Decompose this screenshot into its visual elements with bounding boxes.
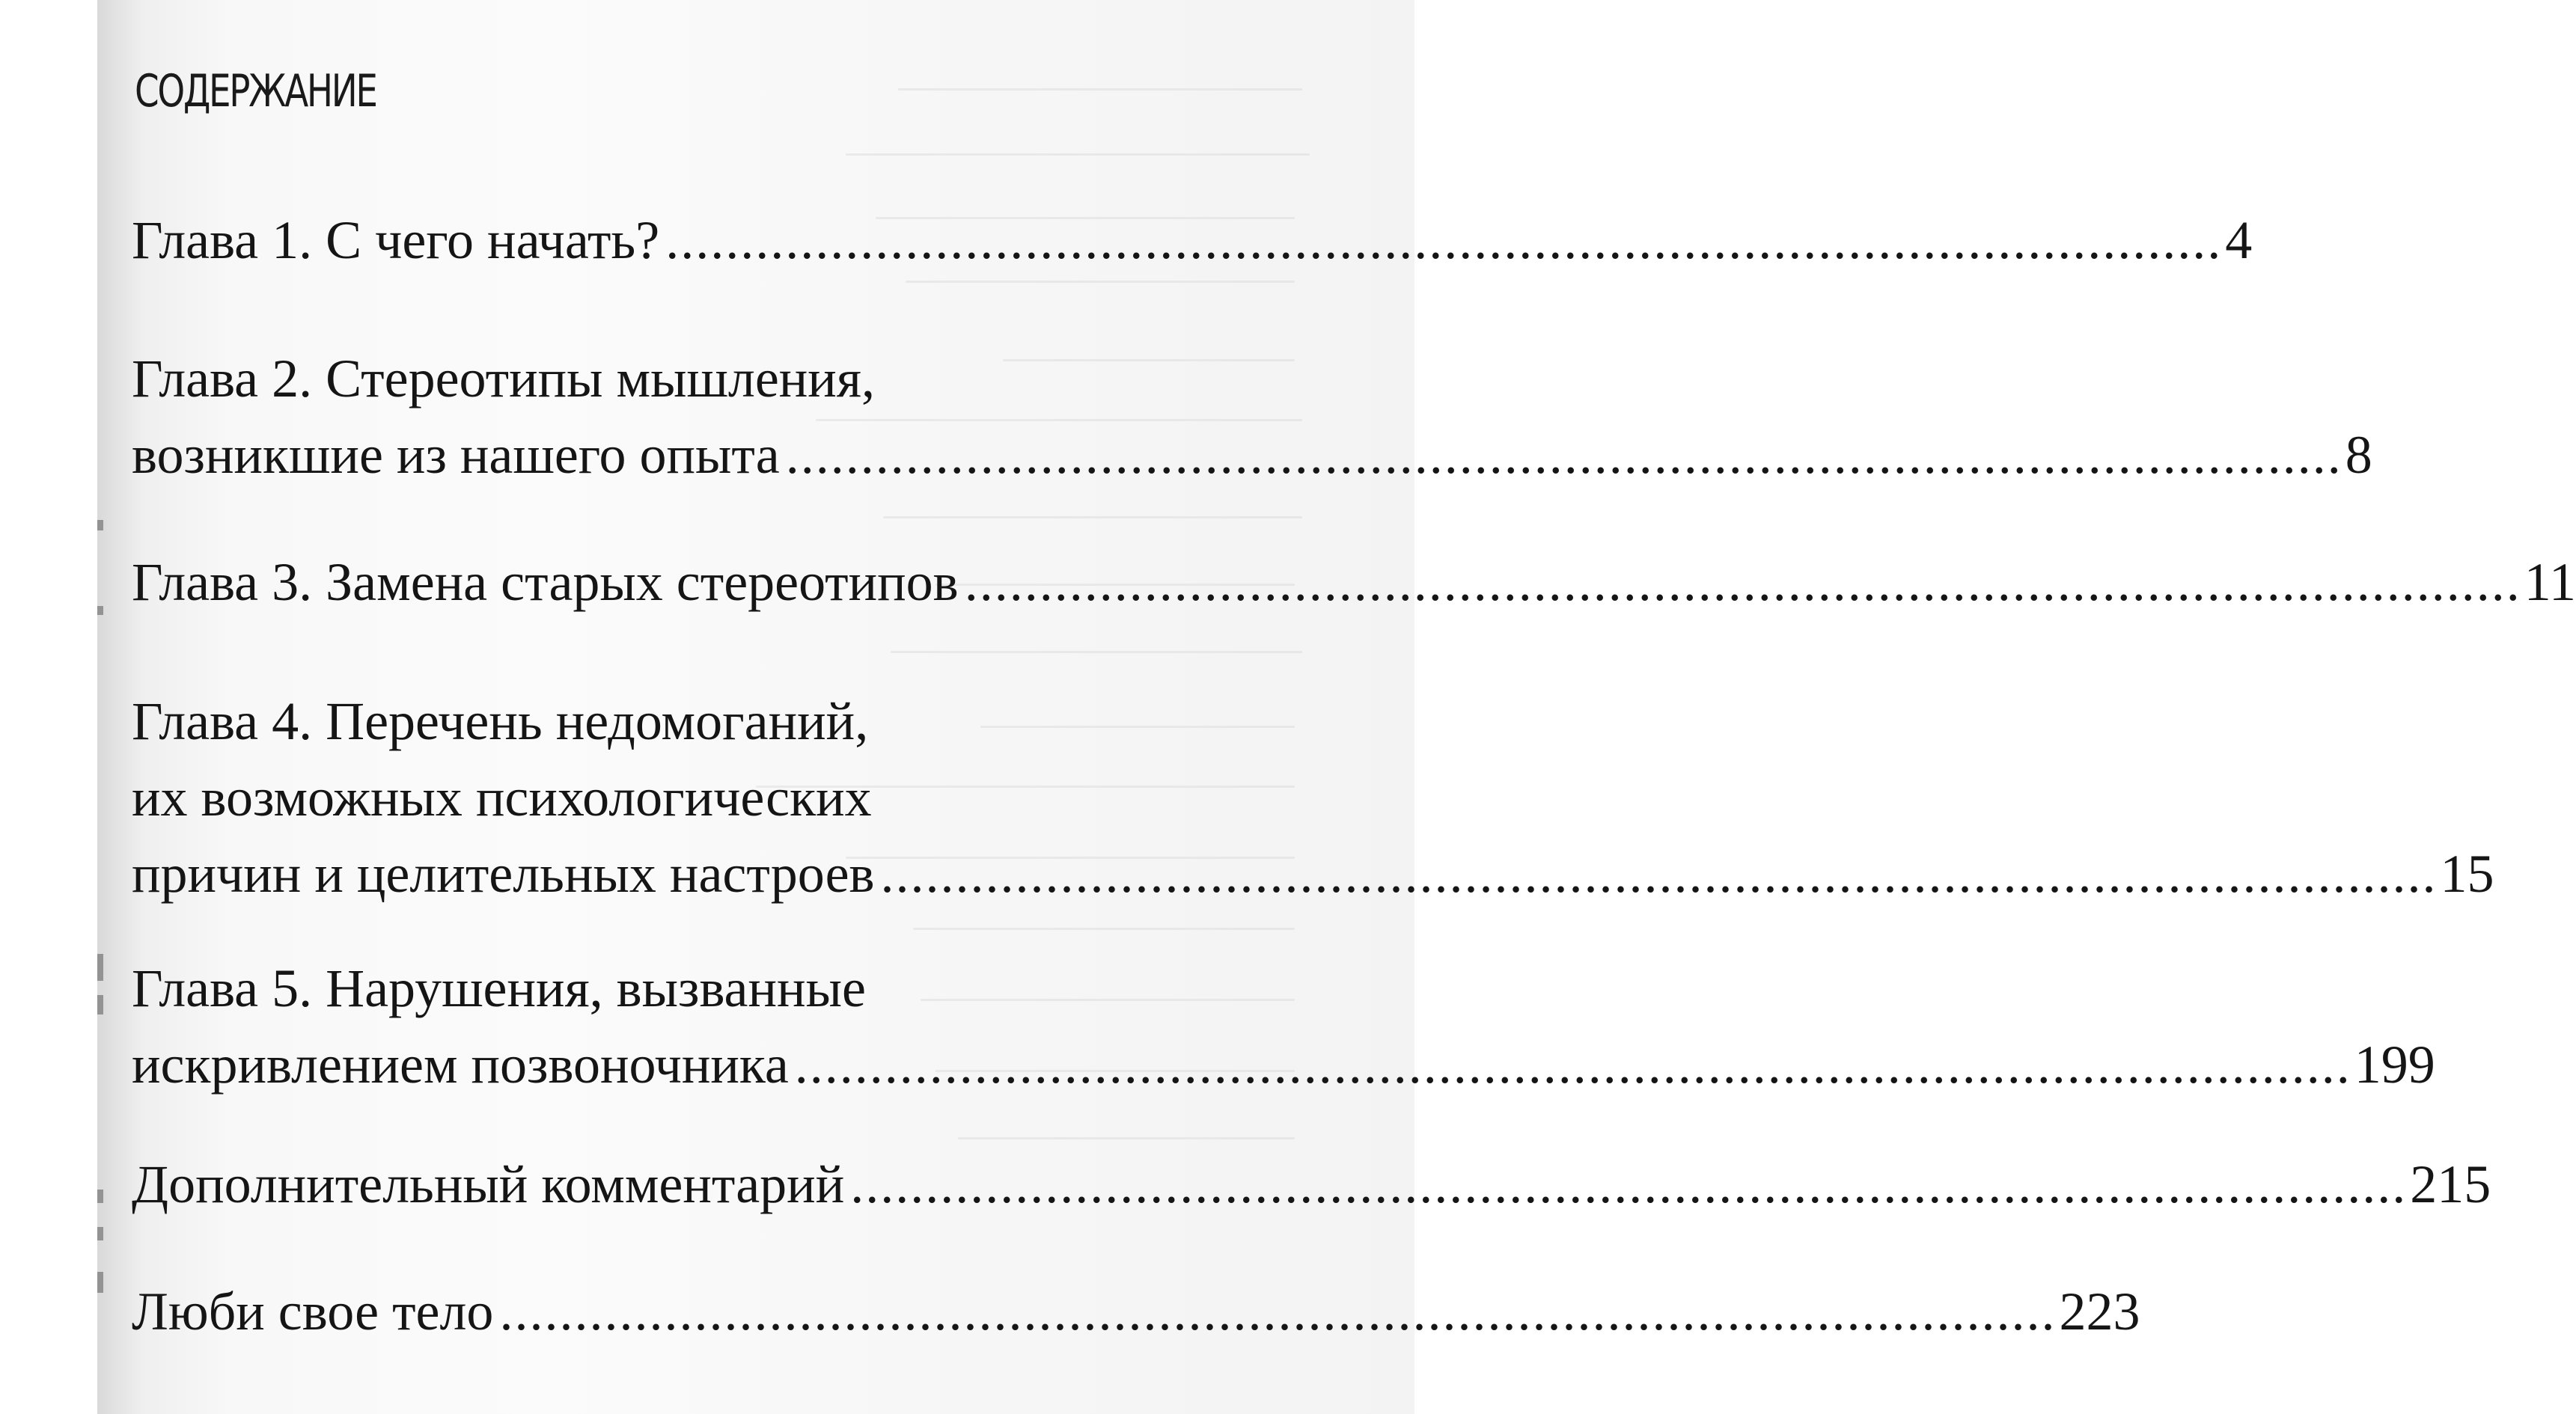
dot-leader: ........................................................................................................ — [880, 844, 2438, 904]
toc-entry — [132, 340, 2372, 493]
toc-title-line: Дополнительный комментарий — [132, 1154, 845, 1214]
toc-line — [132, 1146, 2491, 1222]
toc-line — [132, 683, 1254, 759]
toc-line — [132, 202, 2253, 278]
margin-mark — [97, 606, 103, 615]
margin-mark — [97, 1190, 103, 1203]
margin-mark — [97, 954, 103, 981]
page-number: 8 — [2345, 425, 2372, 485]
toc-entry — [132, 683, 2494, 912]
dot-leader: ........................................................................................................ — [850, 1154, 2408, 1214]
toc-title-line: Глава 4. Перечень недомоганий, — [132, 691, 869, 751]
margin-mark — [97, 1227, 103, 1240]
margin-mark — [97, 1272, 103, 1293]
toc-title-line: возникшие из нашего опыта — [132, 425, 780, 485]
dot-leader: ........................................................................................................ — [964, 552, 2521, 612]
dot-leader: ........................................................................................................ — [794, 1035, 2351, 1095]
page-number: 15 — [2440, 844, 2494, 904]
toc-entry — [132, 950, 2435, 1103]
toc-title-line: Люби свое тело — [132, 1282, 494, 1341]
dot-leader: ........................................................................................................ — [665, 210, 2223, 270]
toc-line — [132, 1026, 2435, 1103]
toc-line — [132, 544, 2576, 620]
page-number: 11 — [2524, 552, 2576, 612]
toc-title-line: Глава 3. Замена старых стереотипов — [132, 552, 959, 612]
page-number: 223 — [2059, 1282, 2140, 1341]
page-number: 4 — [2225, 210, 2253, 270]
toc-line — [132, 950, 1254, 1026]
toc-entry — [132, 202, 2253, 278]
margin-mark — [97, 995, 103, 1014]
toc-entry — [132, 1146, 2491, 1222]
toc-entry — [132, 1273, 2140, 1350]
page-title: СОДЕРЖАНИЕ — [135, 65, 376, 117]
toc-line — [132, 759, 1254, 836]
toc-line — [132, 340, 1254, 417]
dot-leader: ........................................................................................................ — [785, 425, 2342, 485]
toc-line — [132, 836, 2494, 912]
dot-leader: ........................................................................................................ — [499, 1282, 2057, 1341]
margin-mark — [97, 520, 103, 530]
toc-title-line: Глава 5. Нарушения, вызванные — [132, 958, 866, 1018]
page-number: 215 — [2410, 1154, 2491, 1214]
book-page — [97, 0, 2576, 1414]
toc-entry — [132, 544, 2576, 620]
toc-line — [132, 1273, 2140, 1350]
toc-title-line: причин и целительных настроев — [132, 844, 875, 904]
toc-title-line: их возможных психологических — [132, 768, 872, 827]
page-number: 199 — [2354, 1035, 2435, 1095]
toc-title-line: Глава 1. С чего начать? — [132, 210, 660, 270]
toc-line — [132, 417, 2372, 493]
toc-title-line: искривлением позвоночника — [132, 1035, 789, 1095]
toc-title-line: Глава 2. Стереотипы мышления, — [132, 349, 875, 408]
